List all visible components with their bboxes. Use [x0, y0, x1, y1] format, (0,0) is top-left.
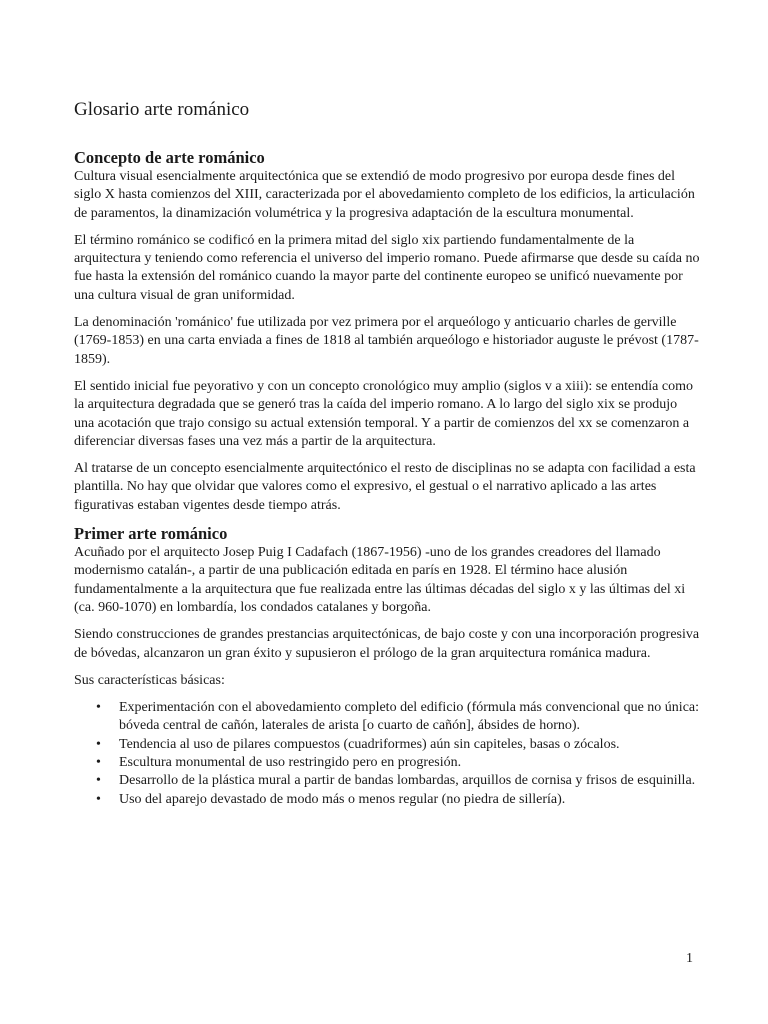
list-item-text: Escultura monumental de uso restringido pero en progresión. — [119, 755, 462, 771]
bullet-icon: • — [96, 791, 101, 807]
paragraph: La denominación 'románico' fue utilizada por vez primera por el arqueólogo y anticuario charles de gerville (1769-1853) en una carta enviada a fines de 1818 al también arqueólogo e historiador auguste le prévost (1787-1859). — [74, 315, 699, 367]
bullet-icon: • — [96, 736, 101, 752]
page-number: 1 — [686, 951, 693, 966]
paragraph: Acuñado por el arquitecto Josep Puig I Cadafach (1867-1956) -uno de los grandes creadores del llamado modernismo catalán-, a partir de una publicación editada en parís en 1928. El término hace alusión fundamentalmente a la arquitectura que fue realizada entre las últimas décadas del siglo x y las últimas del xi (ca. 960-1070) en lombardía, los condados catalanes y borgoña. — [74, 545, 686, 615]
characteristics-list — [74, 699, 700, 809]
list-item-text: Experimentación con el abovedamiento completo del edificio (fórmula más convencional que no única: bóveda central de cañón, laterales de arista [o cuarto de cañón], ábsides de horno). — [119, 700, 700, 734]
list-item — [74, 754, 700, 772]
section-heading-primer-arte: Primer arte románico — [74, 524, 228, 544]
list-item-text: Uso del aparejo devastado de modo más o menos regular (no piedra de sillería). — [119, 791, 566, 807]
list-item — [74, 736, 700, 754]
bullet-icon: • — [96, 773, 101, 789]
paragraph: El sentido inicial fue peyorativo y con un concepto cronológico muy amplio (siglos v a xiii): se entendía como la arquitectura degradada que se generó tras la caída del imperio romano. A lo largo del siglo xix se produjo una acotación que trajo consigo su actual extensión temporal. Y a partir de comienzos del xx se comenzaron a diferenciar diversas fases una vez más a partir de la arquitectura. — [74, 378, 693, 449]
section-heading-concepto: Concepto de arte románico — [74, 148, 265, 167]
paragraph: Al tratarse de un concepto esencialmente arquitectónico el resto de disciplinas no se adapta con facilidad a esta plantilla. No hay que olvidar que valores como el expresivo, el gestual o el narrativo aplicado a las artes figurativas estaban vigentes desde tiempo atrás. — [74, 461, 696, 513]
list-item — [74, 791, 700, 809]
paragraph: El término románico se codificó en la primera mitad del siglo xix partiendo fundamentalmente de la arquitectura y teniendo como referencia el universo del imperio romano. Puede afirmarse que desde su caída no fue hasta la extensión del románico cuando la mayor parte del continente europeo se unificó nuevamente por una cultura visual de gran uniformidad. — [74, 232, 700, 303]
list-item — [74, 699, 700, 736]
paragraph: Cultura visual esencialmente arquitectónica que se extendió de modo progresivo por europa desde fines del siglo X hasta comienzos del XIII, caracterizada por el abovedamiento completo de los edificios, la articulación de paramentos, la dinamización volumétrica y la progresiva adaptación de la escultura monumental. — [74, 169, 695, 221]
list-item-text: Tendencia al uso de pilares compuestos (cuadriformes) aún sin capiteles, basas o zócalos. — [119, 736, 620, 752]
list-item — [74, 772, 700, 790]
bullet-icon: • — [96, 700, 101, 716]
paragraph: Siendo construcciones de grandes prestancias arquitectónicas, de bajo coste y con una incorporación progresiva de bóvedas, alcanzaron un gran éxito y supusieron el prólogo de la gran arquitectura románica madura. — [74, 627, 700, 661]
list-item-text: Desarrollo de la plástica mural a partir de bandas lombardas, arquillos de cornisa y frisos de esquinilla. — [119, 773, 696, 789]
page-content — [74, 98, 700, 809]
paragraph: Sus características básicas: — [74, 672, 225, 688]
bullet-icon: • — [96, 755, 101, 771]
document-title: Glosario arte románico — [74, 99, 250, 120]
